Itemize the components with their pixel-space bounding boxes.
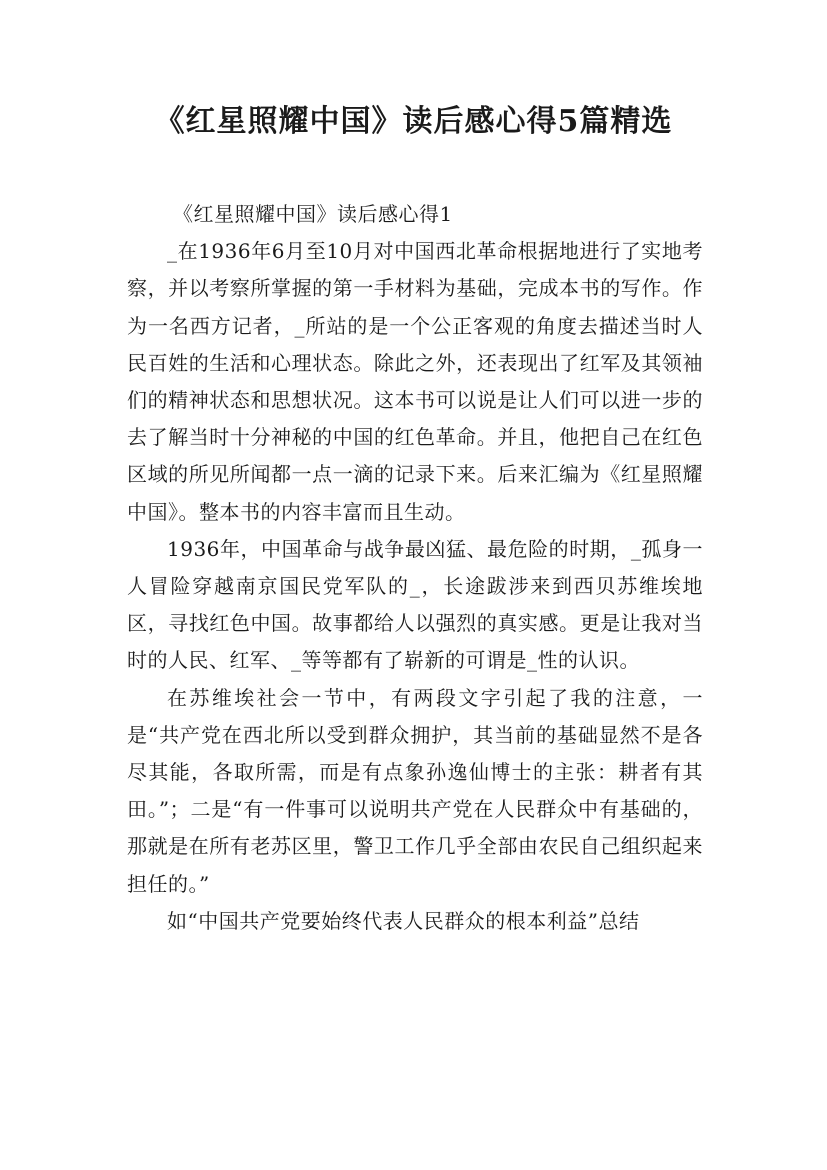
paragraph-3: 在苏维埃社会一节中，有两段文字引起了我的注意，一是“共产党在西北所以受到群众拥护，其当前的基础显然不是各尽其能，各取所需，而是有点象孙逸仙博士的主张：耕者有其田。”；二是“有一件事可以说明共产党在人民群众中有基础的，那就是在所有老苏区里，警卫工作几乎全部由农民自己组织起来担任的。” xyxy=(127,685,703,896)
document-body xyxy=(127,196,703,940)
paragraph-2: 1936年，中国革命与战争最凶猛、最危险的时期，_孤身一人冒险穿越南京国民党军队的_，长途跋涉来到西贝苏维埃地区，寻找红色中国。故事都给人以强烈的真实感。更是让我对当时的人民、红军、_等等都有了崭新的可谓是_性的认识。 xyxy=(127,536,703,673)
paragraph-4: 如“中国共产党要始终代表人民群众的根本利益”总结 xyxy=(167,908,640,933)
paragraph-1: _在1936年6月至10月对中国西北革命根据地进行了实地考察，并以考察所掌握的第一手材料为基础，完成本书的写作。作为一名西方记者，_所站的是一个公正客观的角度去描述当时人民百姓的生活和心理状态。除此之外，还表现出了红军及其领袖们的精神状态和思想状况。这本书可以说是让人们可以进一步的去了解当时十分神秘的中国的红色革命。并且，他把自己在红色区域的所见所闻都一点一滴的记录下来。后来汇编为《红星照耀中国》。整本书的内容丰富而且生动。 xyxy=(127,239,703,524)
document-title: 《红星照耀中国》读后感心得5篇精选 xyxy=(154,104,673,139)
section-heading: 《红星照耀中国》读后感心得1 xyxy=(173,202,453,226)
